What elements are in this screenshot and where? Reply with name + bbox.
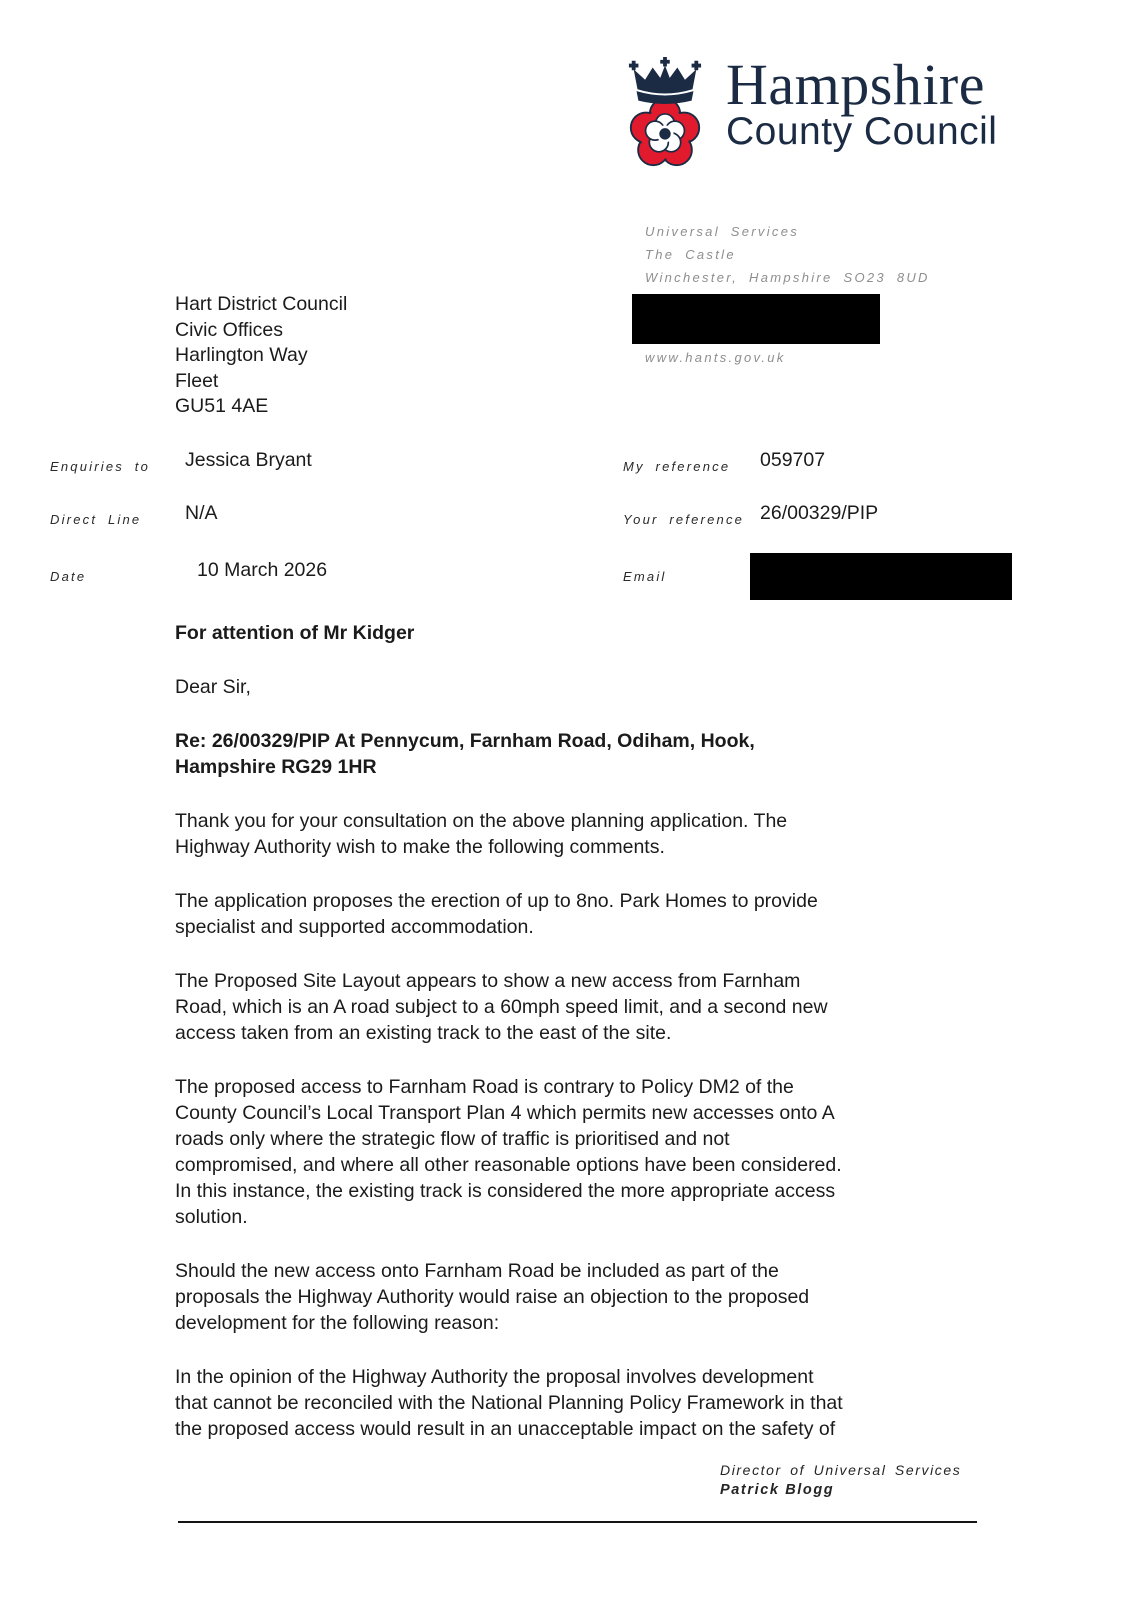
council-name-line1: Hampshire — [726, 52, 985, 117]
body-line: proposals the Highway Authority would raise an objection to the proposed — [175, 1286, 810, 1308]
signatory-role: Director of Universal Services — [720, 1462, 962, 1478]
council-name-line2: County Council — [726, 110, 998, 153]
body-line: Highway Authority wish to make the following comments. — [175, 836, 665, 858]
letterhead-address — [645, 220, 930, 289]
redacted-contact-block — [632, 294, 880, 344]
letterhead-address-line: The Castle — [645, 247, 736, 262]
body-line: In this instance, the existing track is considered the more appropriate access — [175, 1180, 836, 1202]
council-name — [726, 52, 998, 153]
direct-line-value: N/A — [185, 502, 218, 524]
body-line: development for the following reason: — [175, 1312, 500, 1334]
subject-text-line: Re: 26/00329/PIP At Pennycum, Farnham Road, Odiham, Hook, — [175, 730, 755, 752]
my-reference-label: My reference — [623, 459, 731, 474]
salutation: Dear Sir, — [175, 676, 251, 698]
subject-line — [175, 728, 960, 780]
subject-text-line: Hampshire RG29 1HR — [175, 756, 377, 778]
body-paragraph — [175, 968, 960, 1046]
redacted-email — [750, 553, 1012, 600]
signatory-name: Patrick Blogg — [720, 1482, 835, 1498]
body-paragraph — [175, 1074, 960, 1230]
footer-divider — [178, 1521, 977, 1523]
body-line: The application proposes the erection of up to 8no. Park Homes to provide — [175, 890, 818, 912]
body-line: roads only where the strategic flow of traffic is prioritised and not — [175, 1128, 730, 1150]
attention-line: For attention of Mr Kidger — [175, 622, 415, 644]
recipient-address-line: Civic Offices — [175, 318, 283, 341]
body-line: County Council’s Local Transport Plan 4 which permits new accesses onto A — [175, 1102, 835, 1124]
enquiries-to-value: Jessica Bryant — [185, 449, 312, 471]
signature-block — [720, 1461, 961, 1500]
date-value: 10 March 2026 — [197, 559, 328, 581]
your-reference-label: Your reference — [623, 512, 745, 527]
letterhead-address-line: Winchester, Hampshire SO23 8UD — [645, 270, 930, 285]
email-label: Email — [623, 569, 667, 584]
direct-line-label: Direct Line — [50, 512, 142, 527]
body-line: Should the new access onto Farnham Road be included as part of the — [175, 1260, 779, 1282]
council-logo — [624, 52, 998, 169]
body-line: Road, which is an A road subject to a 60mph speed limit, and a second new — [175, 996, 828, 1018]
body-line: solution. — [175, 1206, 248, 1228]
body-paragraph — [175, 888, 960, 940]
letterhead-website: www.hants.gov.uk — [645, 350, 786, 365]
recipient-address-line: Fleet — [175, 369, 219, 392]
enquiries-to-label: Enquiries to — [50, 459, 151, 474]
recipient-address-line: Harlington Way — [175, 344, 308, 366]
body-paragraph — [175, 1364, 960, 1442]
crown-tudor-rose-icon — [624, 57, 706, 169]
date-label: Date — [50, 569, 87, 584]
body-line: specialist and supported accommodation. — [175, 916, 534, 938]
body-line: In the opinion of the Highway Authority the proposal involves development — [175, 1366, 814, 1388]
body-line: The proposed access to Farnham Road is contrary to Policy DM2 of the — [175, 1076, 794, 1098]
recipient-address-line: Hart District Council — [175, 293, 348, 315]
body-line: that cannot be reconciled with the National Planning Policy Framework in that — [175, 1392, 843, 1414]
body-line: the proposed access would result in an unacceptable impact on the safety of — [175, 1418, 836, 1440]
body-line: Thank you for your consultation on the above planning application. The — [175, 810, 788, 832]
recipient-address — [175, 292, 347, 420]
letterhead-department: Universal Services — [645, 224, 800, 239]
body-paragraph — [175, 808, 960, 860]
my-reference-value: 059707 — [760, 449, 826, 471]
recipient-address-line: GU51 4AE — [175, 395, 269, 417]
body-line: compromised, and where all other reasonable options have been considered. — [175, 1154, 842, 1176]
body-line: access taken from an existing track to the east of the site. — [175, 1022, 672, 1044]
letter-body — [175, 620, 960, 1470]
body-line: The Proposed Site Layout appears to show a new access from Farnham — [175, 970, 801, 992]
body-paragraph — [175, 1258, 960, 1336]
your-reference-value: 26/00329/PIP — [760, 502, 879, 524]
